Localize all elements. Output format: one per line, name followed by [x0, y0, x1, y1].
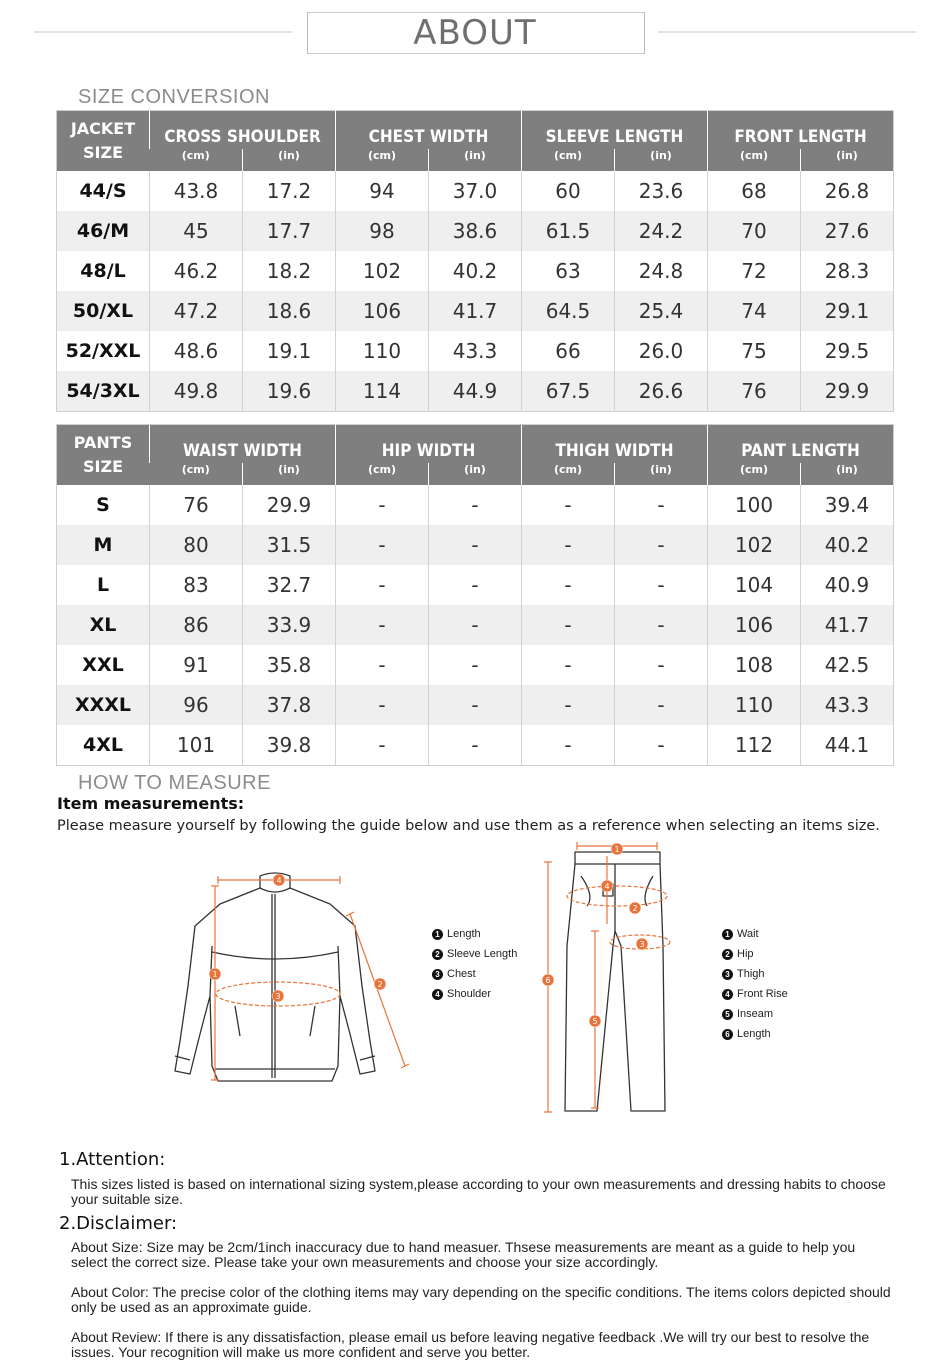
size-cell: XL — [57, 605, 150, 645]
disclaimer-review-text: About Review: If there is any dissatisfaction, please email us before leaving negative feedback .We will try our best to resolve the issues. Your recognition will make us more confident and serve you better. — [71, 1329, 870, 1360]
legend-label: Hip — [737, 948, 754, 960]
value-cell: - — [429, 565, 522, 605]
value-cell: - — [336, 725, 429, 766]
col-group-header: WAIST WIDTH — [150, 425, 336, 464]
legend-label: Inseam — [737, 1008, 774, 1020]
pants-marker-4: 4 — [604, 882, 610, 891]
size-cell: 48/L — [57, 251, 150, 291]
value-cell: 101 — [150, 725, 243, 766]
value-cell: 45 — [150, 211, 243, 251]
unit-in-label: (in) — [243, 463, 336, 485]
legend-number: 4 — [432, 989, 443, 1000]
unit-cm-label: (cm) — [522, 463, 615, 485]
table-row — [57, 171, 894, 211]
legend-label: Shoulder — [447, 988, 492, 1000]
unit-cm-label: (cm) — [522, 149, 615, 171]
unit-in-label: (in) — [801, 149, 894, 171]
value-cell: 29.9 — [801, 371, 894, 412]
value-cell: 39.8 — [243, 725, 336, 766]
unit-in-label: (in) — [615, 149, 708, 171]
value-cell: - — [336, 565, 429, 605]
value-cell: - — [336, 485, 429, 525]
jacket-rows — [57, 171, 894, 412]
unit-in-label: (in) — [615, 463, 708, 485]
value-cell: 43.3 — [801, 685, 894, 725]
legend-item — [722, 1004, 788, 1024]
legend-label: Length — [737, 1028, 771, 1040]
size-cell: L — [57, 565, 150, 605]
value-cell: 61.5 — [522, 211, 615, 251]
value-cell: 24.2 — [615, 211, 708, 251]
value-cell: 44.1 — [801, 725, 894, 766]
jacket-legend — [432, 924, 517, 1004]
value-cell: - — [522, 685, 615, 725]
jacket-diagram — [160, 866, 420, 1116]
legend-item — [432, 944, 517, 964]
item-measurements-text: Please measure yourself by following the guide below and use them as a reference when selecting an items size. — [57, 818, 880, 834]
value-cell: 74 — [708, 291, 801, 331]
value-cell: - — [615, 725, 708, 766]
value-cell: 18.2 — [243, 251, 336, 291]
table-row — [57, 645, 894, 685]
legend-item — [722, 964, 788, 984]
value-cell: 26.6 — [615, 371, 708, 412]
unit-cm-label: (cm) — [708, 149, 801, 171]
table-row — [57, 371, 894, 412]
table-row — [57, 291, 894, 331]
value-cell: 83 — [150, 565, 243, 605]
value-cell: 23.6 — [615, 171, 708, 211]
value-cell: 47.2 — [150, 291, 243, 331]
size-cell: 44/S — [57, 171, 150, 211]
disclaimer-color-text: About Color: The precise color of the clothing items may vary depending on the specific conditions. The items colors depicted should only be used as an approximate guide. — [71, 1284, 891, 1315]
legend-item — [722, 1024, 788, 1044]
value-cell: 43.8 — [150, 171, 243, 211]
pants-marker-5: 5 — [592, 1017, 598, 1026]
legend-label: Wait — [737, 928, 759, 940]
unit-row — [57, 463, 894, 485]
value-cell: 94 — [336, 171, 429, 211]
col-group-header: THIGH WIDTH — [522, 425, 708, 464]
value-cell: 67.5 — [522, 371, 615, 412]
jacket-size-header — [57, 111, 150, 172]
table-row — [57, 565, 894, 605]
value-cell: - — [522, 605, 615, 645]
value-cell: 102 — [336, 251, 429, 291]
value-cell: 106 — [336, 291, 429, 331]
value-cell: 110 — [336, 331, 429, 371]
legend-number: 6 — [722, 1029, 733, 1040]
corner-line-2: SIZE — [82, 457, 123, 476]
value-cell: - — [429, 725, 522, 766]
value-cell: - — [522, 565, 615, 605]
value-cell: 28.3 — [801, 251, 894, 291]
value-cell: - — [336, 685, 429, 725]
col-group-header: CROSS SHOULDER — [150, 111, 336, 150]
pants-diagram — [535, 836, 685, 1121]
value-cell: 19.1 — [243, 331, 336, 371]
legend-item — [432, 984, 517, 1004]
size-conversion-heading: SIZE CONVERSION — [78, 86, 270, 108]
size-cell: S — [57, 485, 150, 525]
value-cell: 33.9 — [243, 605, 336, 645]
legend-number: 3 — [722, 969, 733, 980]
table-row — [57, 685, 894, 725]
value-cell: - — [522, 725, 615, 766]
table-row — [57, 251, 894, 291]
value-cell: 60 — [522, 171, 615, 211]
pants-marker-1: 1 — [614, 845, 620, 854]
value-cell: - — [336, 605, 429, 645]
value-cell: 114 — [336, 371, 429, 412]
value-cell: 66 — [522, 331, 615, 371]
legend-number: 1 — [722, 929, 733, 940]
legend-number: 2 — [432, 949, 443, 960]
item-measurements-title: Item measurements: — [57, 794, 245, 813]
value-cell: - — [522, 525, 615, 565]
value-cell: 72 — [708, 251, 801, 291]
value-cell: 91 — [150, 645, 243, 685]
value-cell: - — [522, 485, 615, 525]
legend-item — [722, 984, 788, 1004]
col-group-header: PANT LENGTH — [708, 425, 894, 464]
legend-label: Front Rise — [737, 988, 788, 1000]
legend-item — [722, 924, 788, 944]
size-cell: 54/3XL — [57, 371, 150, 412]
jacket-marker-3: 3 — [275, 992, 281, 1001]
value-cell: 24.8 — [615, 251, 708, 291]
size-cell: 46/M — [57, 211, 150, 251]
value-cell: 17.7 — [243, 211, 336, 251]
value-cell: 63 — [522, 251, 615, 291]
value-cell: 112 — [708, 725, 801, 766]
attention-title: 1.Attention: — [59, 1149, 166, 1170]
value-cell: 17.2 — [243, 171, 336, 211]
pants-size-header — [57, 425, 150, 486]
pants-size-table — [56, 424, 894, 766]
value-cell: 38.6 — [429, 211, 522, 251]
disclaimer-size-text: About Size: Size may be 2cm/1inch inaccuracy due to hand measuer. Thsese measurements are meant as a guide to help you select the correct size. Please take your own measurements and choose your size accordingly. — [71, 1239, 856, 1270]
unit-in-label: (in) — [429, 149, 522, 171]
value-cell: 26.0 — [615, 331, 708, 371]
unit-row — [57, 149, 894, 171]
legend-number: 3 — [432, 969, 443, 980]
unit-cm-label: (cm) — [336, 463, 429, 485]
header-line-right — [658, 31, 916, 33]
legend-label: Sleeve Length — [447, 948, 518, 960]
value-cell: - — [429, 485, 522, 525]
legend-label: Length — [447, 928, 481, 940]
value-cell: 19.6 — [243, 371, 336, 412]
value-cell: 43.3 — [429, 331, 522, 371]
value-cell: 49.8 — [150, 371, 243, 412]
value-cell: 86 — [150, 605, 243, 645]
value-cell: 108 — [708, 645, 801, 685]
value-cell: 102 — [708, 525, 801, 565]
legend-number: 2 — [722, 949, 733, 960]
value-cell: 26.8 — [801, 171, 894, 211]
value-cell: 41.7 — [801, 605, 894, 645]
corner-line-2: SIZE — [82, 143, 123, 162]
pants-marker-3: 3 — [639, 940, 645, 949]
value-cell: - — [522, 645, 615, 685]
value-cell: 18.6 — [243, 291, 336, 331]
size-cell: XXL — [57, 645, 150, 685]
value-cell: 37.0 — [429, 171, 522, 211]
legend-item — [432, 964, 517, 984]
value-cell: 64.5 — [522, 291, 615, 331]
value-cell: 39.4 — [801, 485, 894, 525]
value-cell: 29.9 — [243, 485, 336, 525]
value-cell: 29.5 — [801, 331, 894, 371]
pants-marker-6: 6 — [545, 976, 551, 985]
value-cell: 68 — [708, 171, 801, 211]
value-cell: 41.7 — [429, 291, 522, 331]
value-cell: 76 — [150, 485, 243, 525]
how-to-measure-heading: HOW TO MEASURE — [78, 772, 271, 794]
disclaimer-title: 2.Disclaimer: — [59, 1213, 178, 1234]
value-cell: - — [429, 525, 522, 565]
table-row — [57, 605, 894, 645]
value-cell: 37.8 — [243, 685, 336, 725]
value-cell: 98 — [336, 211, 429, 251]
legend-number: 4 — [722, 989, 733, 1000]
value-cell: 48.6 — [150, 331, 243, 371]
value-cell: 76 — [708, 371, 801, 412]
value-cell: 29.1 — [801, 291, 894, 331]
value-cell: 25.4 — [615, 291, 708, 331]
table-row — [57, 725, 894, 766]
value-cell: - — [615, 565, 708, 605]
value-cell: - — [615, 685, 708, 725]
value-cell: 96 — [150, 685, 243, 725]
legend-number: 1 — [432, 929, 443, 940]
legend-label: Thigh — [737, 968, 765, 980]
value-cell: 42.5 — [801, 645, 894, 685]
unit-cm-label: (cm) — [150, 463, 243, 485]
legend-number: 5 — [722, 1009, 733, 1020]
pants-legend — [722, 924, 788, 1044]
value-cell: 70 — [708, 211, 801, 251]
legend-item — [432, 924, 517, 944]
legend-label: Chest — [447, 968, 476, 980]
size-cell: 52/XXL — [57, 331, 150, 371]
value-cell: - — [615, 645, 708, 685]
value-cell: 80 — [150, 525, 243, 565]
value-cell: 44.9 — [429, 371, 522, 412]
table-row — [57, 331, 894, 371]
value-cell: - — [336, 645, 429, 685]
unit-in-label: (in) — [801, 463, 894, 485]
size-cell: 50/XL — [57, 291, 150, 331]
value-cell: 100 — [708, 485, 801, 525]
value-cell: - — [429, 605, 522, 645]
value-cell: - — [429, 685, 522, 725]
col-group-header: HIP WIDTH — [336, 425, 522, 464]
unit-in-label: (in) — [429, 463, 522, 485]
value-cell: 75 — [708, 331, 801, 371]
value-cell: - — [336, 525, 429, 565]
value-cell: 106 — [708, 605, 801, 645]
attention-text: This sizes listed is based on international sizing system,please according to your own measurements and dressing habits to choose your suitable size. — [71, 1176, 886, 1207]
col-group-header: CHEST WIDTH — [336, 111, 522, 150]
col-group-header: FRONT LENGTH — [708, 111, 894, 150]
header-line-left — [34, 31, 292, 33]
value-cell: 32.7 — [243, 565, 336, 605]
page-title: ABOUT — [413, 13, 537, 53]
value-cell: - — [429, 645, 522, 685]
value-cell: 104 — [708, 565, 801, 605]
jacket-marker-1: 1 — [212, 970, 218, 979]
size-cell: M — [57, 525, 150, 565]
value-cell: 27.6 — [801, 211, 894, 251]
value-cell: - — [615, 525, 708, 565]
value-cell: 40.2 — [801, 525, 894, 565]
pants-marker-2: 2 — [632, 904, 638, 913]
value-cell: 40.2 — [429, 251, 522, 291]
corner-line-1: PANTS — [73, 433, 133, 452]
pants-rows — [57, 485, 894, 766]
value-cell: - — [615, 485, 708, 525]
unit-cm-label: (cm) — [336, 149, 429, 171]
value-cell: 35.8 — [243, 645, 336, 685]
col-group-header: SLEEVE LENGTH — [522, 111, 708, 150]
value-cell: 110 — [708, 685, 801, 725]
jacket-marker-4: 4 — [276, 876, 282, 885]
unit-in-label: (in) — [243, 149, 336, 171]
table-row — [57, 485, 894, 525]
value-cell: 46.2 — [150, 251, 243, 291]
table-row — [57, 525, 894, 565]
unit-cm-label: (cm) — [708, 463, 801, 485]
legend-item — [722, 944, 788, 964]
unit-cm-label: (cm) — [150, 149, 243, 171]
jacket-size-table — [56, 110, 894, 412]
value-cell: - — [615, 605, 708, 645]
value-cell: 40.9 — [801, 565, 894, 605]
table-row — [57, 211, 894, 251]
jacket-marker-2: 2 — [377, 980, 383, 989]
size-cell: XXXL — [57, 685, 150, 725]
size-cell: 4XL — [57, 725, 150, 766]
value-cell: 31.5 — [243, 525, 336, 565]
corner-line-1: JACKET — [70, 119, 136, 138]
